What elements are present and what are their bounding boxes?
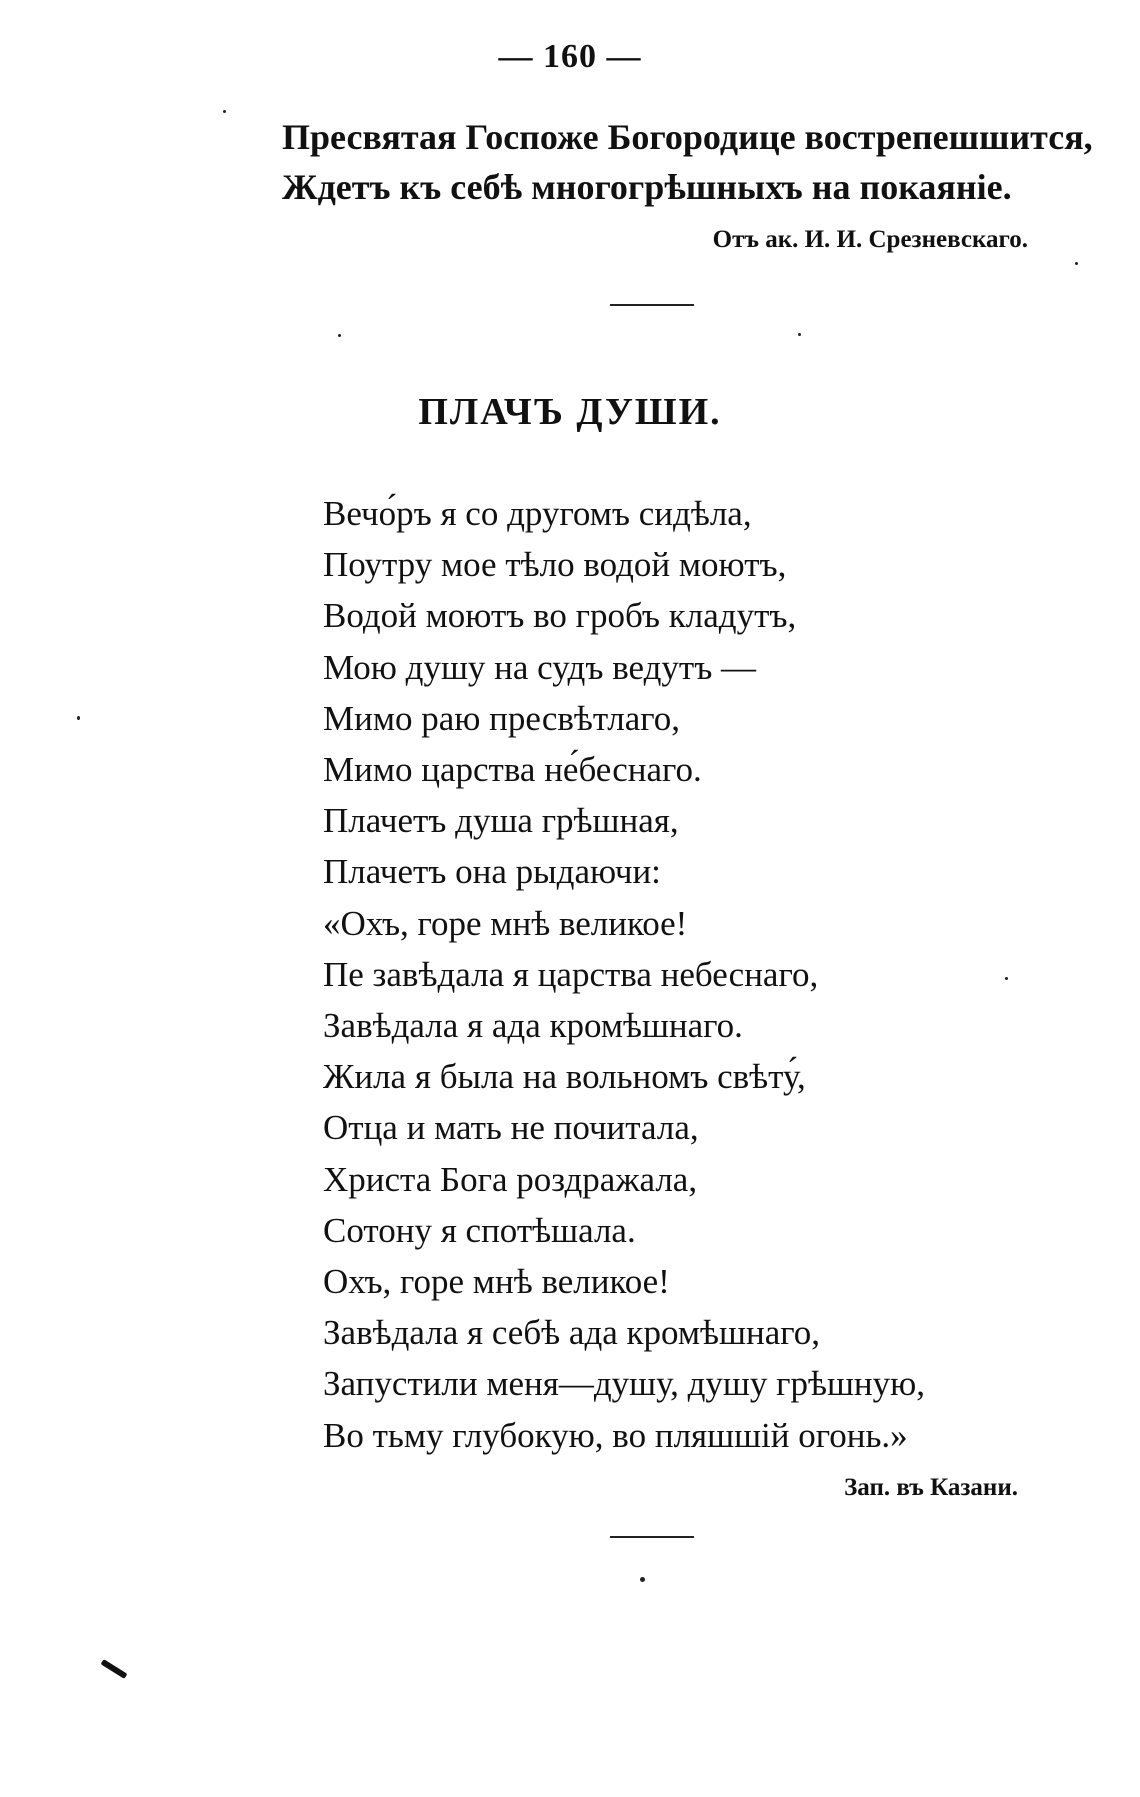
scan-speck [77,716,80,720]
poem-line: Завѣдала я ада кромѣшнаго. [323,1006,743,1046]
poem-line: Плачетъ душа грѣшная, [323,801,679,841]
poem-title: ПЛАЧЪ ДУШИ. [418,391,722,433]
scan-speck [1075,262,1078,265]
poem-line: Плачетъ она рыдаючи: [323,852,661,892]
poem-line: Сотону я спотѣшала. [323,1210,636,1250]
poem-attribution: Зап. въ Казани. [844,1474,1018,1501]
poem-body [323,488,1043,1461]
section-divider [610,1536,694,1538]
scan-mark [101,1659,128,1679]
poem-line: Запустили меня—душу, душу грѣшную, [323,1364,926,1404]
poem-line: Охъ, горе мнѣ великое! [323,1262,670,1302]
poem-line: «Охъ, горе мнѣ великое! [323,903,688,943]
previous-text-ending [282,112,1093,212]
poem-line: Мимо царства не́беснаго. [323,750,702,790]
poem-line: Водой моютъ во гробъ кладутъ, [323,596,797,636]
poem-line: Завѣдала я себѣ ада кромѣшнаго, [323,1313,820,1353]
poem-line: Во тьму глубокую, во пляшшій огонь.» [323,1415,908,1455]
poem-line: Вечо́ръ я со другомъ сидѣла, [323,494,752,533]
poem-line: Мимо раю пресвѣтлаго, [323,698,681,738]
scan-speck [640,1577,645,1582]
page-number: — 160 — [498,38,642,75]
poem-line: Пе завѣдала я царства небеснаго, [323,954,819,994]
poem-line: Мою душу на судъ ведутъ — [323,647,757,687]
poem-line: Поутру мое тѣло водой моютъ, [323,545,787,585]
poem-line: Отца и мать не почитала, [323,1108,699,1148]
poem-line: Христа Бога роздражала, [323,1159,698,1199]
scan-speck [798,333,801,336]
previous-text-attribution: Отъ ак. И. И. Срезневскаго. [712,226,1028,253]
scan-speck [338,334,341,337]
scan-speck [1005,977,1008,980]
section-divider [610,304,694,306]
text-line: Пресвятая Госпоже Богородице вострепешшится, [282,117,1093,157]
scan-speck [223,110,226,113]
poem-line: Жила я была на вольномъ свѣту́, [323,1057,806,1097]
text-line: Ждетъ къ себѣ многогрѣшныхъ на покаяніе. [282,167,1012,207]
